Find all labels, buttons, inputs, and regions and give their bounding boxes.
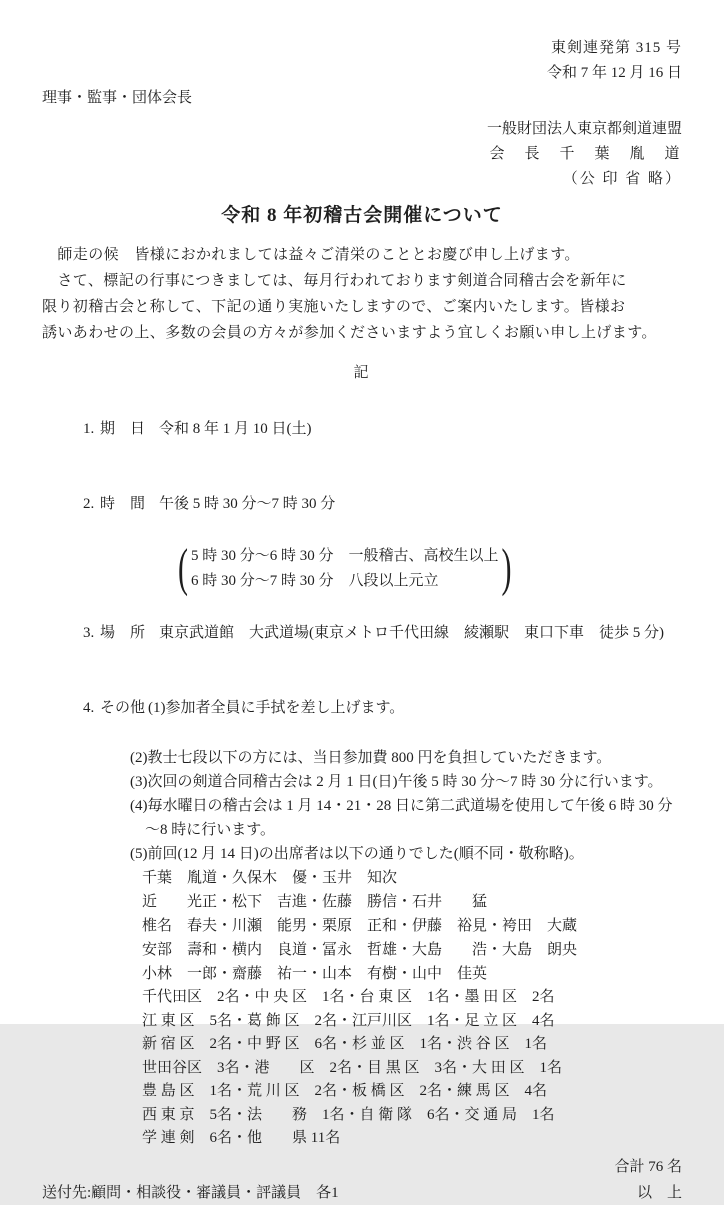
item-text: (1)参加者全員に手拭を差し上げます。 [148,700,405,716]
district-count-row: 世田谷区 3名・港 区 2名・目 黒 区 3名・大 田 区 1名 [142,1059,563,1076]
item-number: 2. [83,496,95,512]
district-count-row: 豊 島 区 1名・荒 川 区 2名・板 橋 区 2名・練 馬 区 4名 [142,1083,548,1099]
sender-org: 一般財団法人東京都剣道連盟 [486,121,682,137]
attendee-row: 安部 壽和・横内 良道・冨永 哲雄・大島 浩・大島 朗央 [142,942,578,958]
greeting-line: 誘いあわせの上、多数の会員の方々が参加くださいますよう宜しくお願い申し上げます。 [42,325,657,341]
footer [42,1181,682,1205]
time-detail-lines [191,544,499,594]
doc-title: 令和 8 年初稽古会開催について [221,205,503,226]
item-label: 場 所 [100,625,146,641]
record-heading: 記 [353,365,371,381]
issue-date: 令和 7 年 12 月 16 日 [546,65,682,81]
greeting-line: 限り初稽古会と称して、下記の通り実施いたしますので、ご案内いたします。皆様お [42,299,626,315]
other-note: (2)教士七段以下の方には、当日参加費 800 円を負担していただきます。 [130,750,612,766]
distribution-note: 送付先:顧問・相談役・審議員・評議員 各1 [42,1184,339,1201]
item-text: 東京武道館 大武道場(東京メトロ千代田線 綾瀬駅 東口下車 徒歩 5 分) [159,625,665,641]
other-note: (5)前回(12 月 14 日)の出席者は以下の通りでした(順不同・敬称略)。 [130,846,584,862]
greeting-line: 師走の候 皆様におかれましては益々ご清栄のこととお慶び申し上げます。 [42,247,580,263]
notice-item-time [68,467,682,542]
right-paren-icon: ) [501,539,512,597]
left-paren-icon: ( [178,539,188,597]
item-text: 令和 8 年 1 月 10 日(土) [159,421,312,437]
attendee-row: 千葉 胤道・久保木 優・玉井 知次 [142,870,398,886]
doc-number: 東剣連発第 315 号 [550,40,682,56]
closing-mark: 以 上 [636,1184,682,1201]
recipient: 理事・監事・団体会長 [42,90,193,106]
district-count-row: 千代田区 2名・中 央 区 1名・台 東 区 1名・墨 田 区 2名 [142,989,555,1005]
item-label: 期 日 [100,421,146,437]
notice-item-date [68,392,682,467]
sender-president: 会 長 千 葉 胤 道 [489,146,682,162]
other-note: (4)毎水曜日の稽古会は 1 月 14・21・28 日に第二武道場を使用して午後 6 時 30 分 [130,798,673,814]
time-detail-line: 5 時 30 分～6 時 30 分 一般稽古、高校生以上 [191,548,499,564]
item-label: その他 [100,700,146,716]
greeting-line: さて、標記の行事につきましては、毎月行われております剣道合同稽古会を新年に [42,273,627,289]
time-detail-line: 6 時 30 分～7 時 30 分 八段以上元立 [191,573,439,589]
time-detail-bracket [175,539,682,597]
total-count: 合計 76 名 [614,1158,682,1175]
item-number: 1. [83,421,95,437]
notice-item-place [68,596,682,671]
attendee-row: 近 光正・松下 吉進・佐藤 勝信・石井 猛 [142,894,488,910]
item-number: 4. [83,700,95,716]
attendee-row: 椎名 春夫・川瀬 能男・栗原 正和・伊藤 裕見・袴田 大蔵 [142,918,578,934]
item-text: 午後 5 時 30 分～7 時 30 分 [159,496,336,512]
district-count-row: 江 東 区 5名・葛 飾 区 2名・江戸川区 1名・足 立 区 4名 [142,1012,555,1029]
attendee-row: 小林 一郎・齋藤 祐一・山本 有樹・山中 佳英 [142,966,488,982]
greeting-paragraph [42,242,682,346]
district-count-row: 学 連 剣 6名・他 県 11名 [142,1130,341,1146]
notice-item-other [68,671,682,746]
other-note: ～8 時に行います。 [130,822,276,838]
district-count-row: 西 東 京 5名・法 務 1名・自 衛 隊 6名・交 通 局 1名 [142,1106,555,1123]
district-count-row: 新 宿 区 2名・中 野 区 6名・杉 並 区 1名・渋 谷 区 1名 [142,1036,548,1052]
item-number: 3. [83,625,95,641]
item-label: 時 間 [100,496,146,512]
other-note: (3)次回の剣道合同稽古会は 2 月 1 日(日)午後 5 時 30 分～7 時 30 分に行います。 [130,774,663,790]
sender-seal-note: （公 印 省 略） [562,171,682,187]
